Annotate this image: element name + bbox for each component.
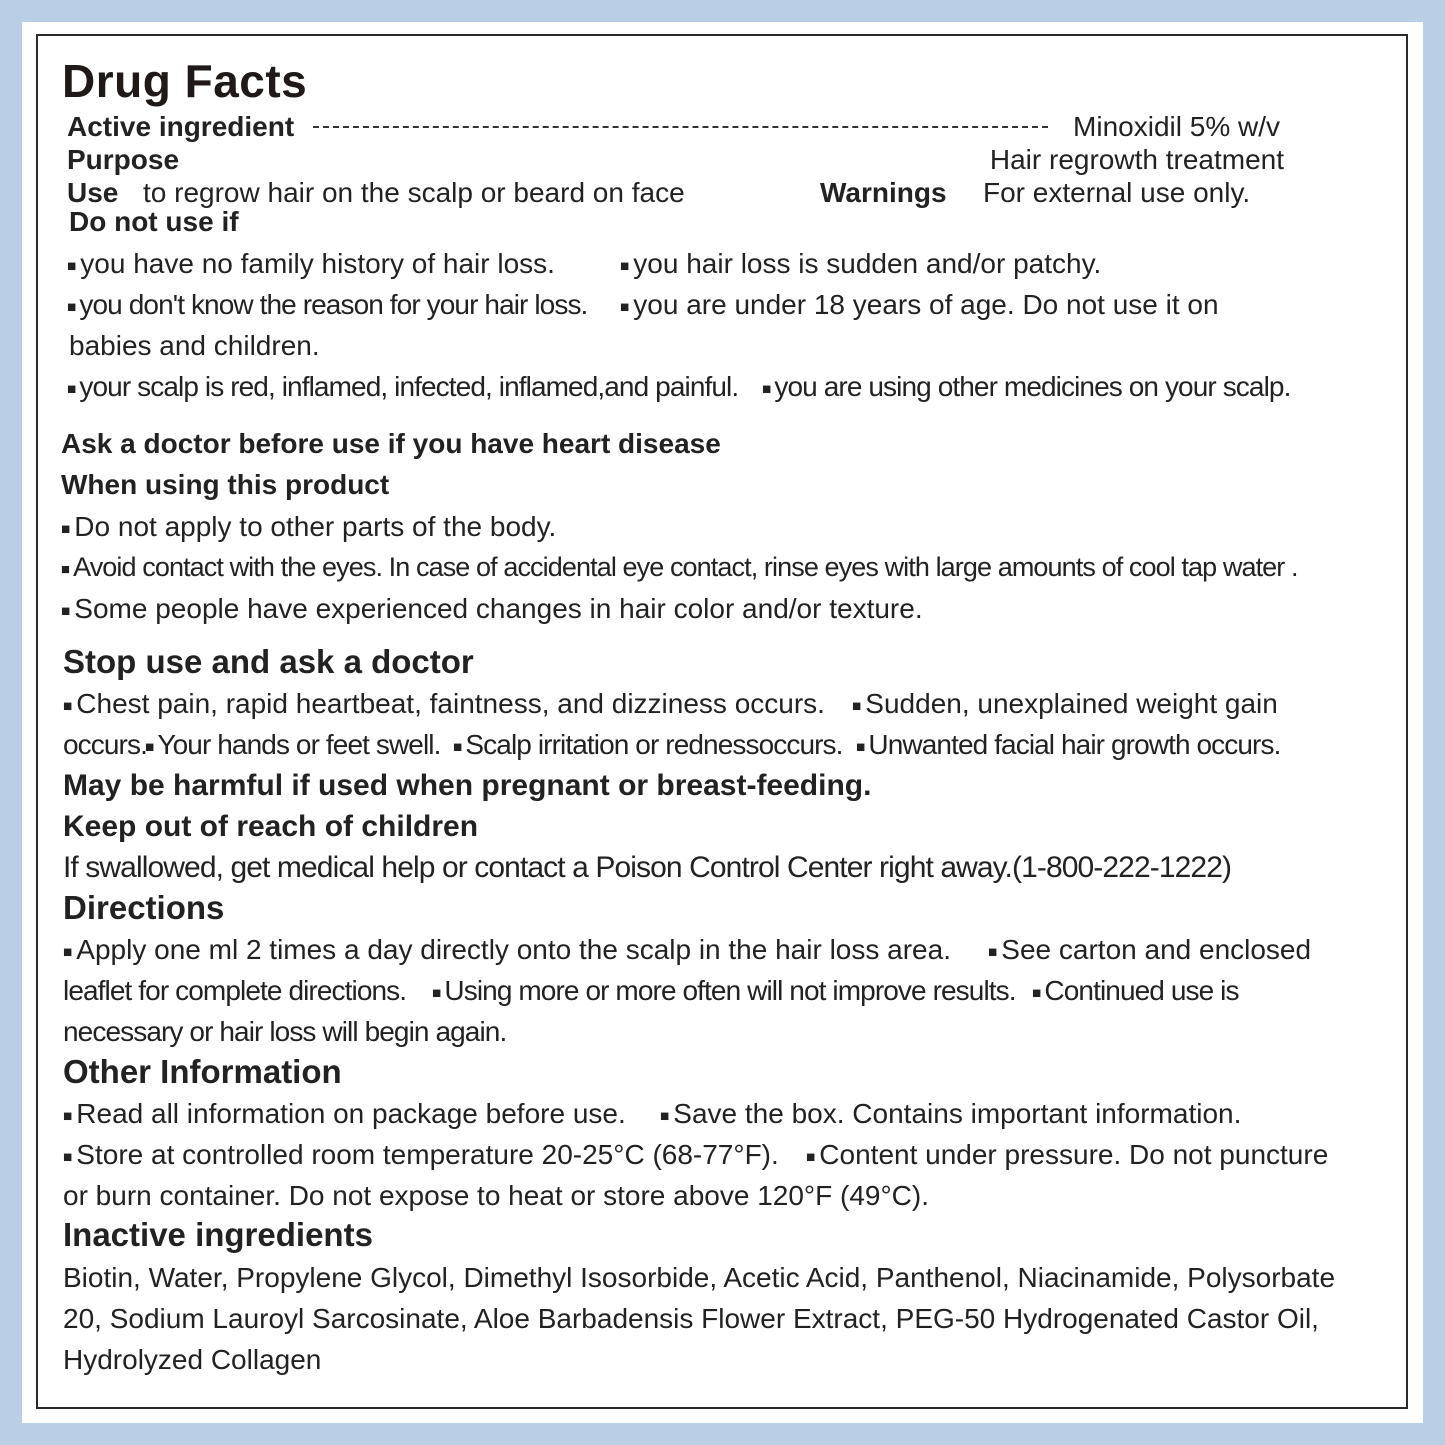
list-item: ■ Content under pressure. Do not puncture <box>806 1141 1328 1169</box>
list-item: ■ you hair loss is sudden and/or patchy. <box>620 250 1101 278</box>
list-item-continued: leaflet for complete directions. <box>63 975 407 1006</box>
active-ingredient-value: Minoxidil 5% w/v <box>1073 111 1280 142</box>
list-item-continued: or burn container. Do not expose to heat or store above 120°F (49°C). <box>63 1180 930 1211</box>
list-item: ■ See carton and enclosed <box>988 936 1311 964</box>
list-item: ■ you have no family history of hair loss. <box>67 250 555 278</box>
list-item: ■ Unwanted facial hair growth occurs. <box>856 731 1280 759</box>
warnings-label: Warnings <box>820 177 947 208</box>
use-label: Use <box>67 177 119 208</box>
list-item: ■ Store at controlled room temperature 20-25°C (68-77°F). <box>63 1141 779 1169</box>
dotted-leader <box>313 126 1048 128</box>
other-info-heading: Other Information <box>63 1053 342 1090</box>
ask-doctor-heading: Ask a doctor before use if you have heart disease <box>61 428 721 459</box>
stop-use-heading: Stop use and ask a doctor <box>63 643 474 680</box>
ingredients-line: 20, Sodium Lauroyl Sarcosinate, Aloe Barbadensis Flower Extract, PEG-50 Hydrogenated Castor Oil, <box>63 1303 1319 1334</box>
ingredients-line: Biotin, Water, Propylene Glycol, Dimethyl Isosorbide, Acetic Acid, Panthenol, Niacinamide, Polysorbate <box>63 1262 1336 1293</box>
directions-heading: Directions <box>63 889 225 926</box>
use-text: to regrow hair on the scalp or beard on face <box>143 177 685 208</box>
ingredients-line: Hydrolyzed Collagen <box>63 1344 322 1375</box>
list-item: ■ you are using other medicines on your scalp. <box>762 373 1290 401</box>
list-item: ■ Sudden, unexplained weight gain <box>852 690 1278 718</box>
purpose-label: Purpose <box>67 144 180 175</box>
inactive-heading: Inactive ingredients <box>63 1216 373 1253</box>
purpose-value: Hair regrowth treatment <box>989 144 1284 175</box>
list-item: ■ Chest pain, rapid heartbeat, faintness, and dizziness occurs. <box>63 690 825 718</box>
list-item: ■ Apply one ml 2 times a day directly onto the scalp in the hair loss area. <box>63 936 951 964</box>
active-ingredient-label: Active ingredient <box>67 111 295 142</box>
list-item: ■ Your hands or feet swell. <box>145 731 441 759</box>
keep-out-heading: Keep out of reach of children <box>63 810 479 843</box>
list-item: ■ Avoid contact with the eyes. In case of accidental eye contact, rinse eyes with large amounts of cool tap water . <box>61 554 1298 581</box>
list-item: ■ your scalp is red, inflamed, infected, inflamed,and painful. <box>67 373 738 401</box>
page-title: Drug Facts <box>62 55 308 107</box>
list-item: ■ Scalp irritation or rednessoccurs. <box>453 731 843 759</box>
do-not-use-heading: Do not use if <box>69 206 239 237</box>
list-item: ■ Continued use is <box>1032 977 1239 1005</box>
list-item: ■ Some people have experienced changes in hair color and/or texture. <box>61 595 923 623</box>
pregnancy-warning: May be harmful if used when pregnant or breast-feeding. <box>63 769 872 802</box>
when-using-heading: When using this product <box>61 469 390 500</box>
list-item: ■ you are under 18 years of age. Do not use it on <box>620 291 1219 319</box>
list-item: ■ you don't know the reason for your hair loss. <box>67 291 587 319</box>
list-item: ■ Save the box. Contains important information. <box>660 1100 1241 1128</box>
list-item-continued: occurs. <box>63 729 147 760</box>
list-item: ■ Using more or more often will not improve results. <box>432 977 1016 1005</box>
list-item-continued: babies and children. <box>69 330 320 361</box>
list-item: ■ Do not apply to other parts of the body. <box>61 513 556 541</box>
list-item: ■ Read all information on package before use. <box>63 1100 626 1128</box>
warnings-text: For external use only. <box>983 177 1251 208</box>
keep-out-text: If swallowed, get medical help or contact a Poison Control Center right away.(1-800-222-1222) <box>63 851 1232 884</box>
list-item-continued: necessary or hair loss will begin again. <box>63 1016 507 1047</box>
